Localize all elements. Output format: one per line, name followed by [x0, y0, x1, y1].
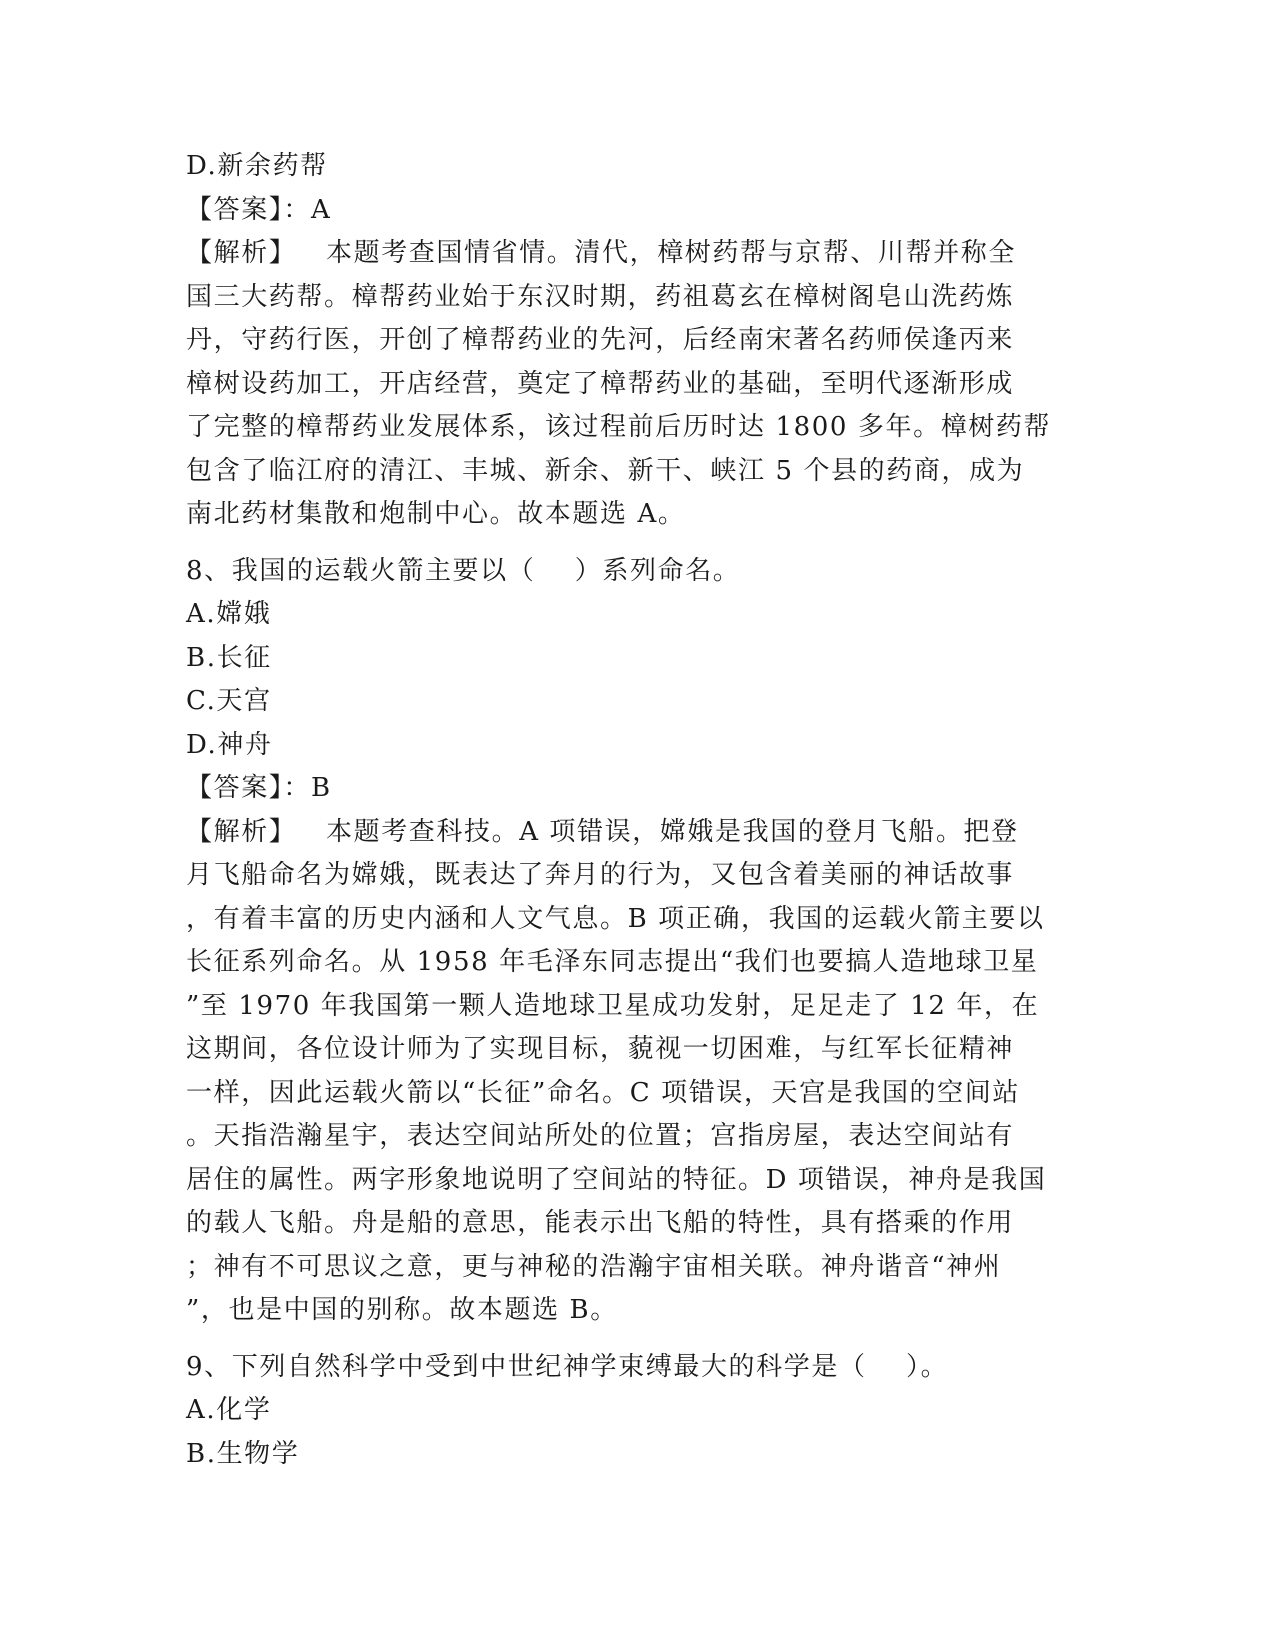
q8-analysis-line: ”至 1970 年我国第一颗人造地球卫星成功发射，足足走了 12 年，在 — [186, 990, 1040, 1021]
q8-analysis-line: 月飞船命名为嫦娥，既表达了奔月的行为，又包含着美丽的神话故事 — [186, 860, 1015, 890]
question-7-block — [186, 145, 1086, 537]
q8-option-c: C.天宫 — [186, 686, 272, 716]
q8-option-b: B.长征 — [186, 642, 272, 673]
q8-analysis-line: ”，也是中国的别称。故本题选 B。 — [186, 1295, 618, 1325]
q9-question: 9、下列自然科学中受到中世纪神学束缚最大的科学是（ ）。 — [186, 1351, 949, 1382]
q7-option-d: D.新余药帮 — [186, 151, 328, 181]
q8-analysis-line: 【解析】 本题考查科技。A 项错误，嫦娥是我国的登月飞船。把登 — [186, 816, 1019, 847]
q7-analysis-line: 南北药材集散和炮制中心。故本题选 A。 — [186, 499, 686, 529]
q7-analysis-line: 国三大药帮。樟帮药业始于东汉时期，药祖葛玄在樟树阁皂山洗药炼 — [186, 281, 1015, 312]
q7-analysis-line: 【解析】 本题考查国情省情。清代，樟树药帮与京帮、川帮并称全 — [186, 238, 1016, 268]
q8-option-d: D.神舟 — [186, 729, 273, 760]
document-content — [186, 145, 1086, 1476]
q8-analysis-line: ；神有不可思议之意，更与神秘的浩瀚宇宙相关联。神舟谐音“神州 — [186, 1251, 1002, 1282]
q9-option-a: A.化学 — [186, 1395, 272, 1425]
q8-analysis-line: 的载人飞船。舟是船的意思，能表示出飞船的特性，具有搭乘的作用 — [186, 1208, 1015, 1238]
q8-analysis-line: 。天指浩瀚星宇，表达空间站所处的位置；宫指房屋，表达空间站有 — [186, 1121, 1015, 1151]
q7-analysis-line: 樟树设药加工，开店经营，奠定了樟帮药业的基础，至明代逐渐形成 — [186, 368, 1015, 399]
q8-question: 8、我国的运载火箭主要以（ ）系列命名。 — [186, 555, 741, 586]
q8-analysis-line: ，有着丰富的历史内涵和人文气息。B 项正确，我国的运载火箭主要以 — [186, 903, 1045, 934]
q7-answer: 【答案】：A — [186, 194, 332, 225]
q7-analysis-line: 包含了临江府的清江、丰城、新余、新干、峡江 5 个县的药商，成为 — [186, 455, 1025, 486]
spacer — [186, 537, 1086, 550]
spacer — [186, 1333, 1086, 1346]
q8-analysis-line: 一样，因此运载火箭以“长征”命名。C 项错误，天宫是我国的空间站 — [186, 1077, 1020, 1108]
q8-analysis-line: 长征系列命名。从 1958 年毛泽东同志提出“我们也要搞人造地球卫星 — [186, 947, 1039, 977]
q9-option-b: B.生物学 — [186, 1438, 300, 1469]
q8-answer: 【答案】：B — [186, 773, 332, 803]
question-8-block — [186, 550, 1086, 1333]
q8-option-a: A.嫦娥 — [186, 599, 272, 629]
q7-analysis-line: 了完整的樟帮药业发展体系，该过程前后历时达 1800 多年。樟树药帮 — [186, 412, 1052, 442]
question-9-block — [186, 1346, 1086, 1477]
q7-analysis-line: 丹，守药行医，开创了樟帮药业的先河，后经南宋著名药师侯逢丙来 — [186, 325, 1015, 355]
q8-analysis-line: 这期间，各位设计师为了实现目标，藐视一切困难，与红军长征精神 — [186, 1034, 1015, 1064]
q8-analysis-line: 居住的属性。两字形象地说明了空间站的特征。D 项错误，神舟是我国 — [186, 1164, 1047, 1195]
